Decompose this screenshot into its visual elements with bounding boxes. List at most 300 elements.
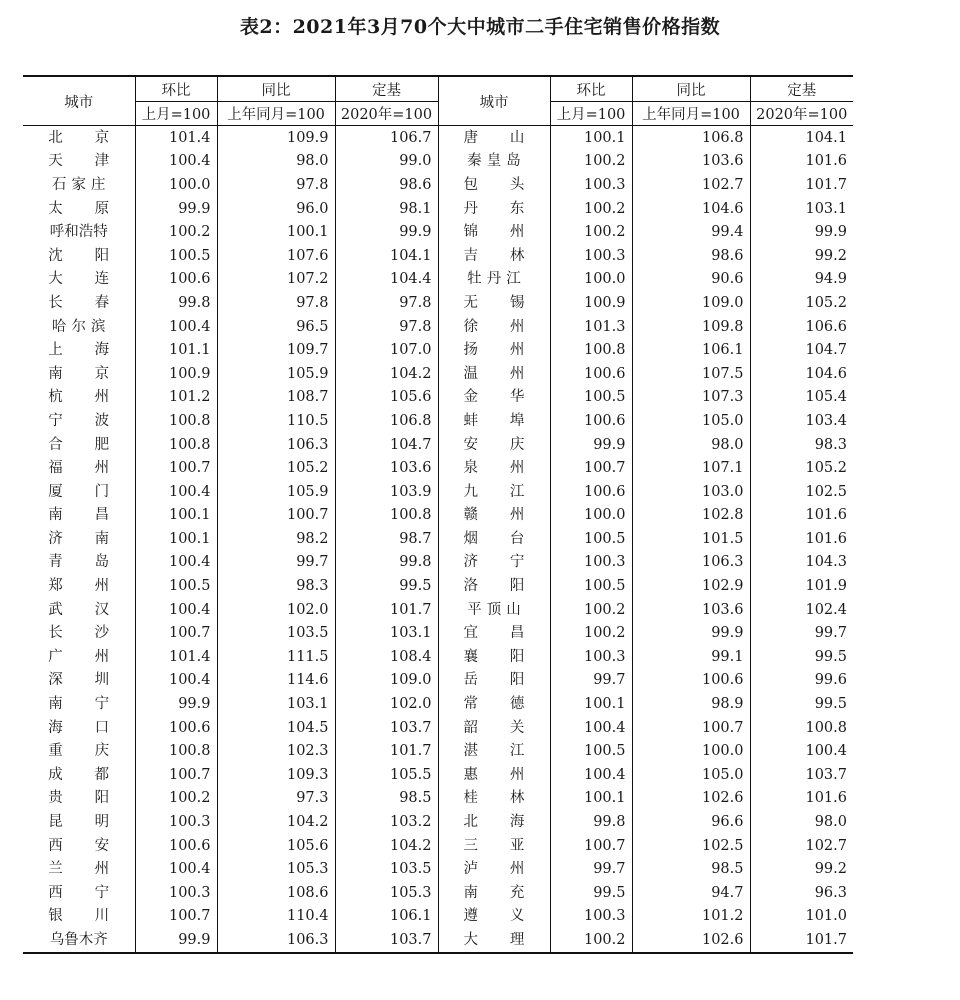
left-yoy-cell (217, 551, 335, 575)
left-base-cell (335, 268, 438, 292)
left-yoy-cell (217, 810, 335, 834)
header-row-groups (23, 76, 853, 102)
right-base-text: 101.6 (805, 530, 847, 547)
right-city-cell (438, 739, 557, 763)
right-mom-text: 100.3 (583, 554, 626, 571)
right-mom-cell (550, 692, 632, 716)
right-base-cell (750, 456, 853, 480)
right-base-cell (750, 551, 853, 575)
left-yoy-cell (217, 338, 335, 362)
left-mom-cell (135, 857, 217, 881)
table-row (23, 645, 853, 669)
right-yoy-cell (632, 362, 750, 386)
left-base-text: 98.5 (399, 790, 432, 807)
right-yoy-cell (632, 551, 750, 575)
left-base-cell (335, 834, 438, 858)
left-city-text: 深圳 (48, 672, 142, 689)
left-base-cell (335, 645, 438, 669)
left-mom-cell (135, 834, 217, 858)
right-city-cell (438, 787, 557, 811)
right-base-text: 101.6 (805, 507, 847, 524)
right-mom-text: 100.3 (583, 247, 626, 264)
right-city-text: 常德 (463, 696, 557, 713)
left-city-cell (23, 268, 142, 292)
right-city-cell (438, 456, 557, 480)
left-base-cell (335, 504, 438, 528)
right-city-text: 赣州 (463, 507, 557, 524)
right-yoy-cell (632, 669, 750, 693)
left-mom-cell (135, 268, 217, 292)
left-yoy-text: 102.3 (286, 743, 329, 760)
left-base-cell (335, 669, 438, 693)
left-yoy-text: 107.2 (286, 271, 329, 288)
right-mom-cell (550, 881, 632, 905)
left-yoy-cell (217, 692, 335, 716)
right-base-text: 99.5 (814, 648, 847, 665)
right-city-text: 唐山 (463, 129, 557, 146)
left-mom-text: 99.9 (178, 200, 211, 217)
left-yoy-text: 96.5 (296, 318, 329, 335)
right-yoy-text: 100.7 (701, 719, 744, 736)
table-row (23, 692, 853, 716)
right-city-text: 包头 (463, 176, 557, 193)
right-mom-text: 100.2 (583, 931, 626, 948)
table-row (23, 386, 853, 410)
right-base-text: 103.4 (805, 412, 847, 429)
left-yoy-cell (217, 315, 335, 339)
left-yoy-cell (217, 669, 335, 693)
table-row (23, 787, 853, 811)
left-yoy-text: 105.6 (286, 837, 329, 854)
right-mom-text: 100.5 (583, 389, 626, 406)
table-row (23, 551, 853, 575)
right-mom-text: 100.1 (583, 129, 626, 146)
table-row (23, 881, 853, 905)
left-mom-cell (135, 504, 217, 528)
right-city-text: 牡丹江 (467, 271, 526, 288)
right-mom-cell (550, 150, 632, 174)
left-city-text: 南京 (48, 365, 142, 382)
right-city-text: 泸州 (463, 861, 557, 878)
right-city-text: 泉州 (463, 460, 557, 477)
right-mom-text: 100.1 (583, 696, 626, 713)
right-city-text: 南充 (463, 884, 557, 901)
left-mom-text: 100.6 (168, 719, 211, 736)
right-city-text: 无锡 (463, 294, 557, 311)
left-city-text: 南宁 (48, 696, 142, 713)
right-city-cell (438, 220, 557, 244)
left-yoy-text: 114.6 (286, 672, 329, 689)
left-mom-cell (135, 386, 217, 410)
table-row (23, 669, 853, 693)
right-city-text: 遵义 (463, 908, 557, 925)
left-mom-text: 100.8 (168, 412, 211, 429)
right-yoy-cell (632, 338, 750, 362)
right-yoy-cell (632, 480, 750, 504)
right-city-text: 济宁 (463, 554, 557, 571)
left-city-text: 沈阳 (48, 247, 142, 264)
left-city-cell (23, 621, 142, 645)
left-mom-cell (135, 527, 217, 551)
left-base-cell (335, 905, 438, 929)
left-yoy-text: 105.9 (286, 483, 329, 500)
left-base-cell (335, 598, 438, 622)
left-mom-cell (135, 787, 217, 811)
right-yoy-text: 98.6 (711, 247, 744, 264)
left-city-text: 北京 (48, 129, 142, 146)
right-mom-cell (550, 362, 632, 386)
right-yoy-cell (632, 763, 750, 787)
right-mom-cell (550, 787, 632, 811)
left-yoy-text: 98.3 (296, 578, 329, 595)
left-city-text: 呼和浩特 (49, 224, 108, 241)
right-city-cell (438, 621, 557, 645)
left-city-cell (23, 150, 142, 174)
left-yoy-text: 106.3 (286, 436, 329, 453)
right-base-text: 102.4 (805, 601, 847, 618)
right-base-cell (750, 787, 853, 811)
left-mom-text: 100.9 (168, 365, 211, 382)
left-city-text: 西安 (48, 837, 142, 854)
table-row (23, 598, 853, 622)
left-mom-cell (135, 362, 217, 386)
right-base-cell (750, 928, 853, 953)
left-mom-text: 100.1 (168, 530, 211, 547)
header-base-mom-right: 上月=100 (550, 102, 632, 126)
right-city-cell (438, 480, 557, 504)
left-yoy-cell (217, 362, 335, 386)
right-yoy-text: 98.5 (711, 861, 744, 878)
left-city-cell (23, 433, 142, 457)
right-base-cell (750, 669, 853, 693)
right-mom-cell (550, 834, 632, 858)
right-city-text: 洛阳 (463, 578, 557, 595)
left-city-text: 宁波 (48, 412, 142, 429)
right-city-text: 桂林 (463, 790, 557, 807)
right-base-cell (750, 692, 853, 716)
left-mom-cell (135, 669, 217, 693)
left-city-text: 济南 (48, 530, 142, 547)
right-yoy-text: 99.1 (711, 648, 744, 665)
left-base-cell (335, 928, 438, 953)
left-city-cell (23, 338, 142, 362)
table-row (23, 338, 853, 362)
left-base-cell (335, 881, 438, 905)
left-yoy-cell (217, 881, 335, 905)
left-yoy-cell (217, 386, 335, 410)
left-base-cell (335, 150, 438, 174)
right-base-text: 106.6 (805, 318, 847, 335)
left-yoy-cell (217, 787, 335, 811)
left-city-cell (23, 716, 142, 740)
right-mom-text: 100.6 (583, 365, 626, 382)
left-city-text: 南昌 (48, 507, 142, 524)
right-base-text: 101.9 (805, 578, 847, 595)
right-base-cell (750, 504, 853, 528)
right-yoy-cell (632, 810, 750, 834)
left-city-cell (23, 692, 142, 716)
left-city-cell (23, 645, 142, 669)
left-city-cell (23, 763, 142, 787)
left-city-cell (23, 810, 142, 834)
header-city-left: 城市 (23, 76, 135, 126)
left-city-cell (23, 362, 142, 386)
left-city-cell (23, 480, 142, 504)
table-row (23, 739, 853, 763)
right-yoy-text: 107.3 (701, 389, 744, 406)
left-city-text: 西宁 (48, 884, 142, 901)
right-yoy-text: 90.6 (711, 271, 744, 288)
table-row (23, 409, 853, 433)
right-city-cell (438, 268, 550, 292)
left-base-cell (335, 857, 438, 881)
left-mom-text: 101.2 (168, 389, 211, 406)
right-yoy-text: 94.7 (711, 884, 744, 901)
left-base-cell (335, 810, 438, 834)
left-mom-text: 100.4 (168, 601, 211, 618)
right-mom-text: 100.2 (583, 601, 626, 618)
table-row (23, 220, 853, 244)
right-city-text: 岳阳 (463, 672, 557, 689)
right-mom-cell (550, 456, 632, 480)
left-yoy-text: 111.5 (286, 648, 329, 665)
left-mom-text: 100.4 (168, 672, 211, 689)
left-base-text: 99.0 (399, 153, 432, 170)
left-mom-cell (135, 126, 217, 150)
left-base-cell (335, 692, 438, 716)
left-city-text: 上海 (48, 342, 142, 359)
left-yoy-cell (217, 857, 335, 881)
right-yoy-text: 106.1 (701, 342, 744, 359)
left-base-cell (335, 787, 438, 811)
left-city-text: 天津 (48, 153, 142, 170)
right-yoy-cell (632, 220, 750, 244)
left-mom-text: 99.8 (178, 294, 211, 311)
right-yoy-cell (632, 244, 750, 268)
left-yoy-cell (217, 716, 335, 740)
right-base-cell (750, 338, 853, 362)
left-city-text: 长春 (48, 294, 142, 311)
left-base-text: 97.8 (399, 318, 432, 335)
left-mom-text: 100.7 (168, 766, 211, 783)
right-city-cell (438, 716, 557, 740)
left-base-text: 98.1 (399, 200, 432, 217)
right-mom-text: 100.2 (583, 200, 626, 217)
left-mom-text: 99.9 (178, 931, 211, 948)
left-yoy-text: 105.9 (286, 365, 329, 382)
page-title: 表2：2021年3月70个大中城市二手住宅销售价格指数 (239, 16, 721, 38)
left-base-text: 98.7 (399, 530, 432, 547)
left-mom-cell (135, 621, 217, 645)
right-mom-text: 100.0 (583, 507, 626, 524)
right-city-text: 金华 (463, 389, 557, 406)
right-mom-cell (550, 386, 632, 410)
right-city-cell (438, 527, 557, 551)
right-base-text: 96.3 (814, 884, 847, 901)
right-yoy-cell (632, 291, 750, 315)
right-base-text: 101.7 (805, 931, 847, 948)
left-base-text: 101.7 (389, 601, 432, 618)
right-city-cell (438, 692, 557, 716)
right-city-text: 安庆 (463, 436, 557, 453)
left-yoy-cell (217, 268, 335, 292)
left-yoy-text: 97.8 (296, 294, 329, 311)
left-base-text: 104.4 (389, 271, 432, 288)
left-city-text: 重庆 (48, 743, 142, 760)
left-city-cell (23, 244, 142, 268)
left-mom-text: 100.6 (168, 271, 211, 288)
table-row (23, 504, 853, 528)
table-row (23, 456, 853, 480)
left-yoy-text: 109.3 (286, 766, 329, 783)
left-base-text: 103.5 (389, 861, 432, 878)
left-base-text: 108.4 (389, 648, 432, 665)
left-city-text: 海口 (48, 719, 142, 736)
right-mom-cell (550, 173, 632, 197)
table-row (23, 527, 853, 551)
right-mom-text: 99.5 (593, 884, 626, 901)
left-mom-text: 100.5 (168, 578, 211, 595)
right-yoy-cell (632, 621, 750, 645)
left-base-text: 102.0 (389, 696, 432, 713)
left-mom-text: 101.1 (168, 342, 211, 359)
right-mom-text: 99.9 (593, 436, 626, 453)
right-mom-cell (550, 857, 632, 881)
right-yoy-text: 109.0 (701, 294, 744, 311)
left-mom-text: 100.4 (168, 861, 211, 878)
left-base-text: 103.7 (389, 719, 432, 736)
right-city-text: 徐州 (463, 318, 557, 335)
right-mom-cell (550, 126, 632, 150)
left-yoy-cell (217, 197, 335, 221)
table-row (23, 928, 853, 953)
left-mom-cell (135, 291, 217, 315)
right-city-text: 宜昌 (463, 625, 557, 642)
right-mom-cell (550, 928, 632, 953)
right-city-text: 韶关 (463, 719, 557, 736)
left-mom-cell (135, 433, 217, 457)
left-city-text: 太原 (48, 200, 142, 217)
right-city-cell (438, 315, 557, 339)
left-mom-cell (135, 905, 217, 929)
right-mom-text: 100.4 (583, 766, 626, 783)
table-row (23, 763, 853, 787)
right-yoy-cell (632, 150, 750, 174)
right-city-cell (438, 126, 557, 150)
right-mom-text: 100.9 (583, 294, 626, 311)
right-city-text: 秦皇岛 (467, 153, 526, 170)
left-mom-cell (135, 173, 217, 197)
right-yoy-cell (632, 598, 750, 622)
right-base-cell (750, 527, 853, 551)
right-mom-cell (550, 480, 632, 504)
left-mom-text: 99.9 (178, 696, 211, 713)
left-mom-text: 100.7 (168, 625, 211, 642)
right-city-cell (438, 669, 557, 693)
right-mom-cell (550, 268, 632, 292)
right-mom-text: 99.8 (593, 814, 626, 831)
right-base-cell (750, 126, 853, 150)
left-base-cell (335, 716, 438, 740)
left-base-text: 105.3 (389, 884, 432, 901)
left-yoy-text: 109.7 (286, 342, 329, 359)
table-row (23, 126, 853, 150)
left-city-cell (23, 456, 142, 480)
right-base-cell (750, 810, 853, 834)
right-yoy-text: 101.2 (701, 908, 744, 925)
left-city-cell (23, 905, 142, 929)
table-row (23, 810, 853, 834)
left-city-cell (23, 220, 135, 244)
left-base-cell (335, 220, 438, 244)
right-base-text: 104.6 (805, 365, 847, 382)
header-group-mom-right: 环比 (550, 76, 632, 102)
right-yoy-text: 100.0 (701, 743, 744, 760)
right-yoy-text: 105.0 (701, 412, 744, 429)
left-base-cell (335, 480, 438, 504)
left-mom-text: 101.4 (168, 648, 211, 665)
right-city-text: 锦州 (463, 224, 557, 241)
right-yoy-cell (632, 574, 750, 598)
left-yoy-text: 104.2 (286, 814, 329, 831)
header-base-base-right: 2020年=100 (750, 102, 853, 126)
right-city-text: 大理 (463, 931, 557, 948)
left-city-text: 郑州 (48, 578, 142, 595)
right-yoy-text: 109.8 (701, 318, 744, 335)
right-yoy-cell (632, 857, 750, 881)
left-yoy-cell (217, 150, 335, 174)
right-yoy-cell (632, 527, 750, 551)
header-base-yoy-right: 上年同月=100 (632, 102, 750, 126)
right-base-text: 104.7 (805, 342, 847, 359)
price-index-table (23, 75, 853, 954)
left-yoy-text: 103.1 (286, 696, 329, 713)
left-base-text: 99.8 (399, 554, 432, 571)
left-base-text: 105.6 (389, 389, 432, 406)
left-yoy-cell (217, 480, 335, 504)
left-yoy-text: 100.7 (286, 507, 329, 524)
table-row (23, 433, 853, 457)
right-base-text: 98.0 (814, 814, 847, 831)
left-city-text: 兰州 (48, 861, 142, 878)
right-yoy-cell (632, 716, 750, 740)
left-base-text: 106.1 (389, 908, 432, 925)
left-yoy-cell (217, 763, 335, 787)
left-base-cell (335, 763, 438, 787)
left-city-cell (23, 928, 135, 953)
right-city-text: 惠州 (463, 766, 557, 783)
left-base-cell (335, 574, 438, 598)
left-city-cell (23, 504, 142, 528)
right-mom-text: 100.8 (583, 342, 626, 359)
left-base-cell (335, 386, 438, 410)
left-yoy-cell (217, 645, 335, 669)
right-city-cell (438, 857, 557, 881)
right-base-text: 103.1 (805, 200, 847, 217)
left-base-text: 104.2 (389, 365, 432, 382)
right-base-text: 102.7 (805, 837, 847, 854)
right-mom-cell (550, 739, 632, 763)
right-mom-cell (550, 645, 632, 669)
right-base-cell (750, 716, 853, 740)
right-mom-cell (550, 504, 632, 528)
left-mom-text: 100.0 (168, 176, 211, 193)
left-base-text: 103.6 (389, 460, 432, 477)
left-mom-cell (135, 244, 217, 268)
left-mom-cell (135, 150, 217, 174)
right-mom-text: 101.3 (583, 318, 626, 335)
right-city-cell (438, 244, 557, 268)
